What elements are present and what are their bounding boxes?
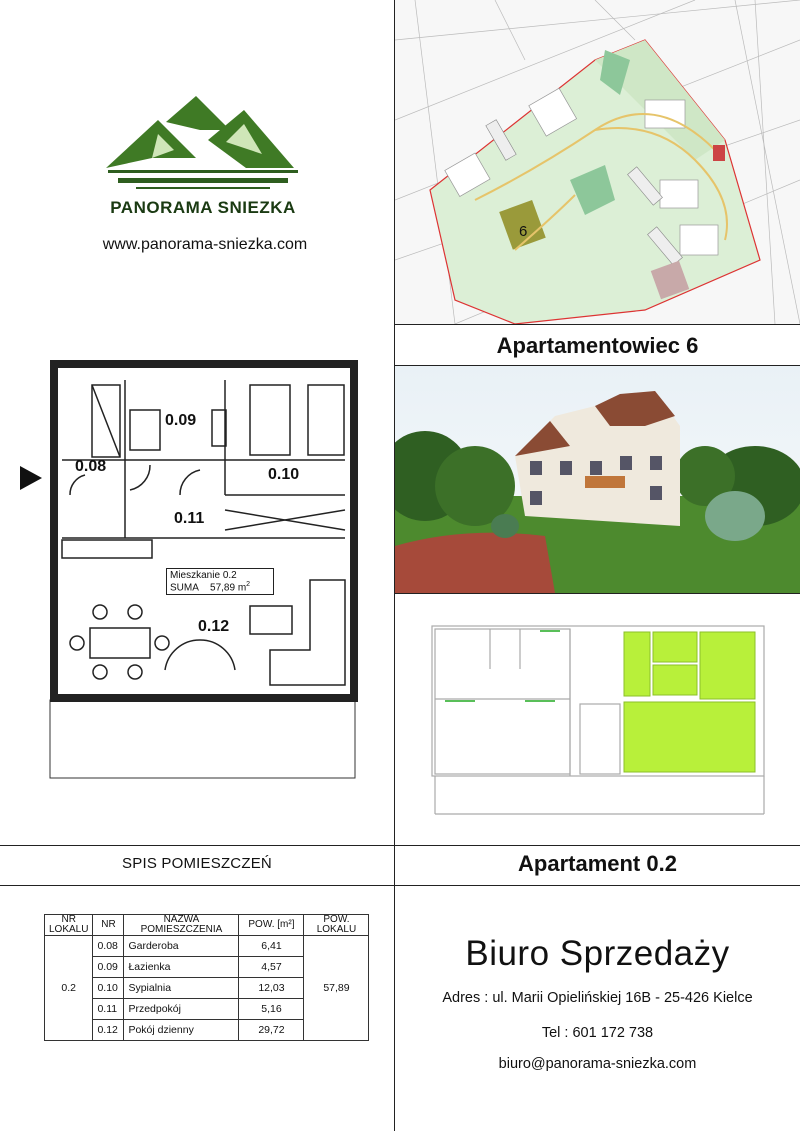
name-cell: Pokój dzienny	[124, 1020, 239, 1041]
col-total: POW. LOKALU	[304, 915, 369, 936]
brand-name: PANORAMA SNIEZKA	[110, 198, 296, 217]
phone-text: Tel : 601 172 738	[541, 1025, 654, 1041]
name-cell: Garderoba	[124, 936, 239, 957]
room-label: 0.12	[198, 618, 230, 635]
site-map	[395, 0, 800, 324]
building-title: Apartamentowiec 6	[496, 333, 699, 358]
total-cell: 57,89	[304, 936, 369, 1041]
col-nr-lokalu: NR LOKALU	[45, 915, 93, 936]
name-cell: Łazienka	[124, 957, 239, 978]
sum-value: 57,89 m	[210, 582, 247, 594]
table-header-row	[45, 915, 369, 936]
room-label: 0.11	[174, 510, 205, 527]
col-name: NAZWA POMIESZCZENIA	[124, 915, 239, 936]
entrance-arrow-icon	[20, 466, 42, 490]
sum-label: SUMA	[170, 582, 199, 594]
name-cell: Przedpokój	[124, 999, 239, 1020]
area-cell: 29,72	[239, 1020, 304, 1041]
divider	[0, 885, 800, 886]
email-link[interactable]: biuro@panorama-sniezka.com	[498, 1056, 697, 1072]
table-row	[45, 936, 369, 957]
area-cell: 4,57	[239, 957, 304, 978]
building-floor-plan	[395, 594, 800, 844]
address-text: Adres : ul. Marii Opielińskiej 16B - 25-426 Kielce	[442, 990, 753, 1006]
building-render	[395, 366, 800, 593]
room-label: 0.10	[268, 466, 300, 483]
nr-cell: 0.08	[93, 936, 124, 957]
area-cell: 12,03	[239, 978, 304, 999]
apartment-floor-plan	[40, 350, 370, 790]
apartment-info-box	[166, 568, 274, 595]
col-area: POW. [m²]	[239, 915, 304, 936]
website-text: www.panorama-sniezka.com	[102, 236, 308, 253]
rooms-list-title: SPIS POMIESZCZEŃ	[122, 855, 272, 872]
lokal-cell: 0.2	[45, 936, 93, 1041]
apartment-title: Apartament 0.2	[518, 851, 677, 876]
nr-cell: 0.09	[93, 957, 124, 978]
room-label: 0.09	[165, 412, 197, 429]
room-label: 0.08	[75, 458, 107, 475]
rooms-table	[44, 914, 369, 1041]
info-value: 0.2	[222, 570, 237, 581]
sum-unit-sup: 2	[246, 581, 251, 588]
area-cell: 5,16	[239, 999, 304, 1020]
area-cell: 6,41	[239, 936, 304, 957]
name-cell: Sypialnia	[124, 978, 239, 999]
nr-cell: 0.10	[93, 978, 124, 999]
sales-office-title: Biuro Sprzedaży	[465, 934, 730, 973]
col-nr: NR	[93, 915, 124, 936]
info-label: Mieszkanie	[170, 570, 221, 581]
nr-cell: 0.12	[93, 1020, 124, 1041]
nr-cell: 0.11	[93, 999, 124, 1020]
building-6-label: 6	[519, 223, 528, 240]
